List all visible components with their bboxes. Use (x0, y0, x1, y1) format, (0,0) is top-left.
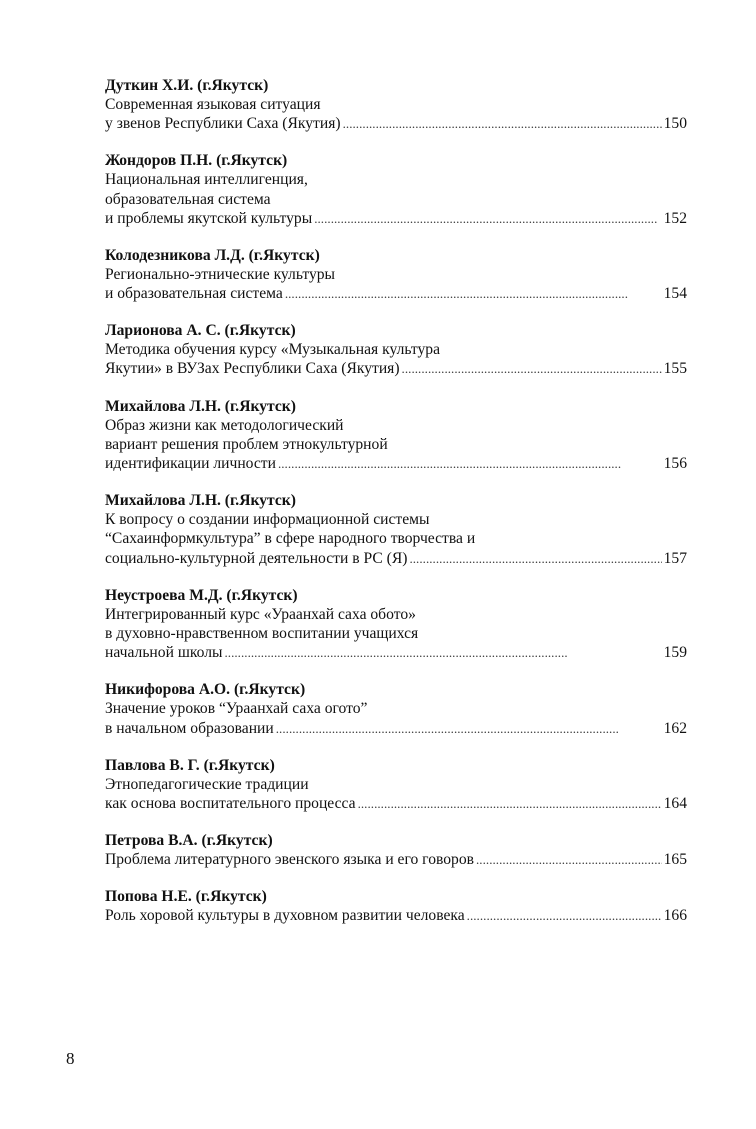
toc-author: Ларионова А. С. (г.Якутск) (105, 322, 296, 340)
toc-title-line (105, 114, 687, 133)
toc-entry (105, 492, 687, 568)
toc-leader-dots (467, 906, 662, 925)
toc-author: Никифорова А.О. (г.Якутск) (105, 681, 306, 699)
toc-title-text: начальной школы (105, 644, 223, 662)
toc-title-line (105, 510, 687, 529)
toc-title-line (105, 529, 687, 548)
toc-title-line (105, 360, 687, 379)
toc-entry (105, 77, 687, 133)
toc-title-line (105, 416, 687, 435)
toc-page-number: 159 (663, 644, 687, 662)
toc-title-line (105, 284, 687, 303)
toc-title-text: Интегрированный курс «Ураанхай саха обото» (105, 605, 416, 623)
toc-page-number: 157 (663, 549, 687, 567)
toc-entry (105, 398, 687, 474)
toc-title-line (105, 794, 687, 813)
toc-title-line (105, 624, 687, 643)
toc-page-number: 165 (663, 851, 687, 869)
toc-title-line (105, 170, 687, 189)
toc-entry (105, 587, 687, 663)
toc-title-text: и проблемы якутской культуры (105, 209, 313, 227)
toc-title-text: идентификации личности (105, 455, 276, 473)
toc-author: Жондоров П.Н. (г.Якутск) (105, 152, 288, 170)
toc-title-text: Образ жизни как методологический (105, 416, 344, 434)
toc-title-text: социально-культурной деятельности в РС (Я) (105, 549, 408, 567)
toc-title-line (105, 906, 687, 925)
toc-title-text: “Сахаинформкультура” в сфере народного творчества и (105, 530, 476, 548)
toc-leader-dots (285, 284, 662, 303)
toc-page-number: 164 (663, 794, 687, 812)
toc-author: Колодезникова Л.Д. (г.Якутск) (105, 246, 320, 264)
toc-entry (105, 681, 687, 737)
toc-title-text: Современная языковая ситуация (105, 95, 321, 113)
table-of-contents (105, 77, 687, 947)
toc-title-line (105, 265, 687, 284)
toc-title-line (105, 454, 687, 473)
toc-page-number: 150 (663, 115, 687, 133)
toc-title-text: как основа воспитательного процесса (105, 794, 356, 812)
toc-author: Павлова В. Г. (г.Якутск) (105, 756, 275, 774)
toc-leader-dots (343, 114, 662, 133)
toc-author: Михайлова Л.Н. (г.Якутск) (105, 397, 296, 415)
toc-page-number: 154 (663, 285, 687, 303)
toc-page-number: 156 (663, 455, 687, 473)
toc-author: Михайлова Л.Н. (г.Якутск) (105, 492, 296, 510)
toc-title-line (105, 209, 687, 228)
toc-page-number: 155 (663, 360, 687, 378)
toc-entry (105, 247, 687, 303)
toc-title-text: у звенов Республики Саха (Якутия) (105, 115, 341, 133)
toc-title-text: образовательная система (105, 190, 271, 208)
toc-title-text: вариант решения проблем этнокультурной (105, 435, 388, 453)
toc-title-text: Регионально-этнические культуры (105, 265, 336, 283)
toc-leader-dots (224, 643, 661, 662)
toc-leader-dots (278, 454, 662, 473)
toc-title-text: Национальная интеллигенция, (105, 171, 308, 189)
toc-title-text: Проблема литературного эвенского языка и его говоров (105, 851, 474, 869)
toc-title-line (105, 850, 687, 869)
toc-title-text: Роль хоровой культуры в духовном развитии человека (105, 907, 465, 925)
toc-page-number: 166 (663, 907, 687, 925)
toc-leader-dots (276, 719, 662, 738)
toc-entry (105, 322, 687, 378)
toc-leader-dots (358, 794, 662, 813)
toc-title-text: Этнопедагогические традиции (105, 775, 309, 793)
toc-title-line (105, 190, 687, 209)
toc-page-number: 152 (663, 209, 687, 227)
toc-title-text: в духовно-нравственном воспитании учащихся (105, 624, 419, 642)
toc-title-line (105, 549, 687, 568)
toc-title-line (105, 775, 687, 794)
toc-page-number: 162 (663, 719, 687, 737)
toc-title-line (105, 435, 687, 454)
toc-leader-dots (314, 209, 661, 228)
toc-title-text: Методика обучения курсу «Музыкальная культура (105, 341, 441, 359)
toc-title-line (105, 699, 687, 718)
toc-author: Дуткин Х.И. (г.Якутск) (105, 77, 269, 94)
toc-leader-dots (409, 549, 661, 568)
page-number: 8 (66, 1049, 75, 1068)
toc-title-line (105, 643, 687, 662)
toc-title-line (105, 605, 687, 624)
toc-title-line (105, 95, 687, 114)
toc-title-text: Значение уроков “Ураанхай саха огото” (105, 700, 368, 718)
toc-entry (105, 832, 687, 869)
toc-title-text: Якутии» в ВУЗах Республики Саха (Якутия) (105, 360, 400, 378)
toc-author: Неустроева М.Д. (г.Якутск) (105, 586, 298, 604)
toc-entry (105, 152, 687, 228)
toc-title-text: в начальном образовании (105, 719, 274, 737)
toc-entry (105, 757, 687, 813)
toc-entry (105, 888, 687, 925)
toc-title-text: и образовательная система (105, 285, 283, 303)
toc-leader-dots (476, 850, 662, 869)
toc-title-line (105, 719, 687, 738)
toc-author: Петрова В.А. (г.Якутск) (105, 832, 273, 850)
toc-leader-dots (402, 359, 662, 378)
toc-title-line (105, 340, 687, 359)
toc-title-text: К вопросу о создании информационной системы (105, 511, 430, 529)
toc-author: Попова Н.Е. (г.Якутск) (105, 888, 267, 906)
